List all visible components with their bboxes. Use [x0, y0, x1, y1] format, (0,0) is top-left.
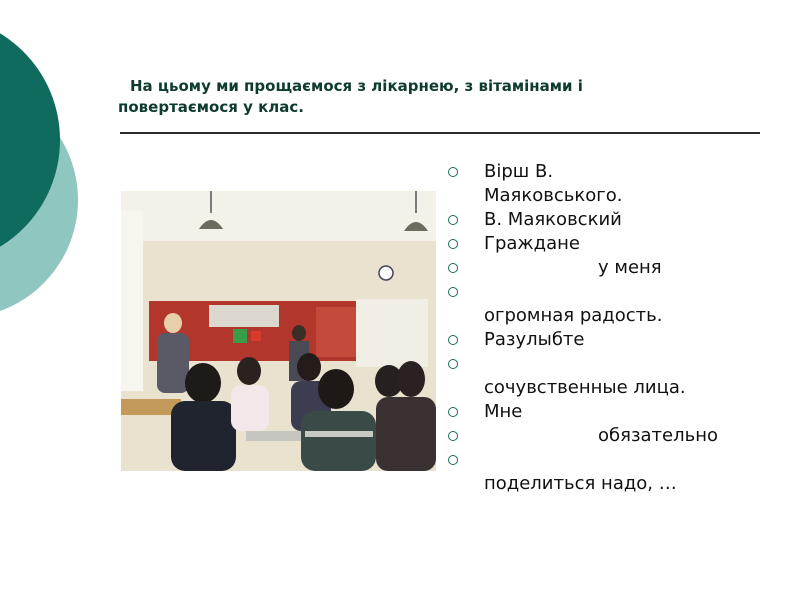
- student-1-head: [185, 363, 221, 403]
- list-item: [448, 208, 768, 232]
- white-cabinet: [356, 299, 428, 367]
- hollow-circle-bullet-icon: [448, 359, 458, 369]
- list-item-text: у меня: [598, 257, 662, 278]
- hollow-circle-bullet-icon: [448, 263, 458, 273]
- standing-student-head: [292, 325, 306, 341]
- hollow-circle-bullet-icon: [448, 167, 458, 177]
- list-item: [448, 400, 768, 424]
- hollow-circle-bullet-icon: [448, 287, 458, 297]
- title-line-2: повертаємося у клас.: [118, 98, 304, 116]
- student-2-body: [231, 385, 269, 431]
- hollow-circle-bullet-icon: [448, 335, 458, 345]
- title-line-1: На цьому ми прощаємося з лікарнею, з вітамінами і: [130, 77, 583, 95]
- list-item: [448, 352, 768, 400]
- list-item-text: Вірш В.: [484, 161, 554, 182]
- list-item-text: поделиться надо, …: [484, 473, 677, 494]
- classroom-photo: [121, 191, 436, 471]
- student-5-body: [376, 397, 436, 471]
- student-4-body: [301, 411, 376, 471]
- decorative-circles: [0, 0, 130, 330]
- hollow-circle-bullet-icon: [448, 455, 458, 465]
- list-item: [448, 424, 768, 448]
- student-6-head: [397, 361, 425, 397]
- student-4-head: [318, 369, 354, 409]
- list-item-text: Разулыбте: [484, 329, 585, 350]
- title-divider: [120, 132, 760, 134]
- hollow-circle-bullet-icon: [448, 239, 458, 249]
- hollow-circle-bullet-icon: [448, 407, 458, 417]
- list-item: [448, 280, 768, 328]
- hollow-circle-bullet-icon: [448, 215, 458, 225]
- list-item: [448, 328, 768, 352]
- list-item-text: В. Маяковский: [484, 209, 622, 230]
- list-item: [448, 232, 768, 256]
- hollow-circle-bullet-icon: [448, 431, 458, 441]
- slide-title: [118, 76, 718, 118]
- desk-center: [246, 431, 306, 441]
- student-4-stripes: [305, 431, 373, 437]
- list-item: [448, 256, 768, 280]
- red-card: [251, 331, 261, 341]
- teacher-body: [157, 333, 189, 393]
- window-left: [121, 211, 143, 391]
- list-item-text: сочувственные лица.: [484, 377, 686, 398]
- list-item-text: огромная радость.: [484, 305, 663, 326]
- student-1-body: [171, 401, 236, 471]
- list-item: [448, 448, 768, 496]
- list-item-text: Мне: [484, 401, 523, 422]
- list-item-text-line2: Маяковського.: [484, 185, 623, 206]
- poem-list: [448, 160, 768, 496]
- green-card: [233, 329, 247, 343]
- teacher-head: [164, 313, 182, 333]
- wall-clock: [379, 266, 393, 280]
- list-item: [448, 160, 768, 208]
- list-item-text: Граждане: [484, 233, 580, 254]
- list-item-text: обязательно: [598, 425, 718, 446]
- student-2-head: [237, 357, 261, 385]
- student-3-head: [297, 353, 321, 381]
- pictures-strip: [209, 305, 279, 327]
- ceiling: [121, 191, 436, 241]
